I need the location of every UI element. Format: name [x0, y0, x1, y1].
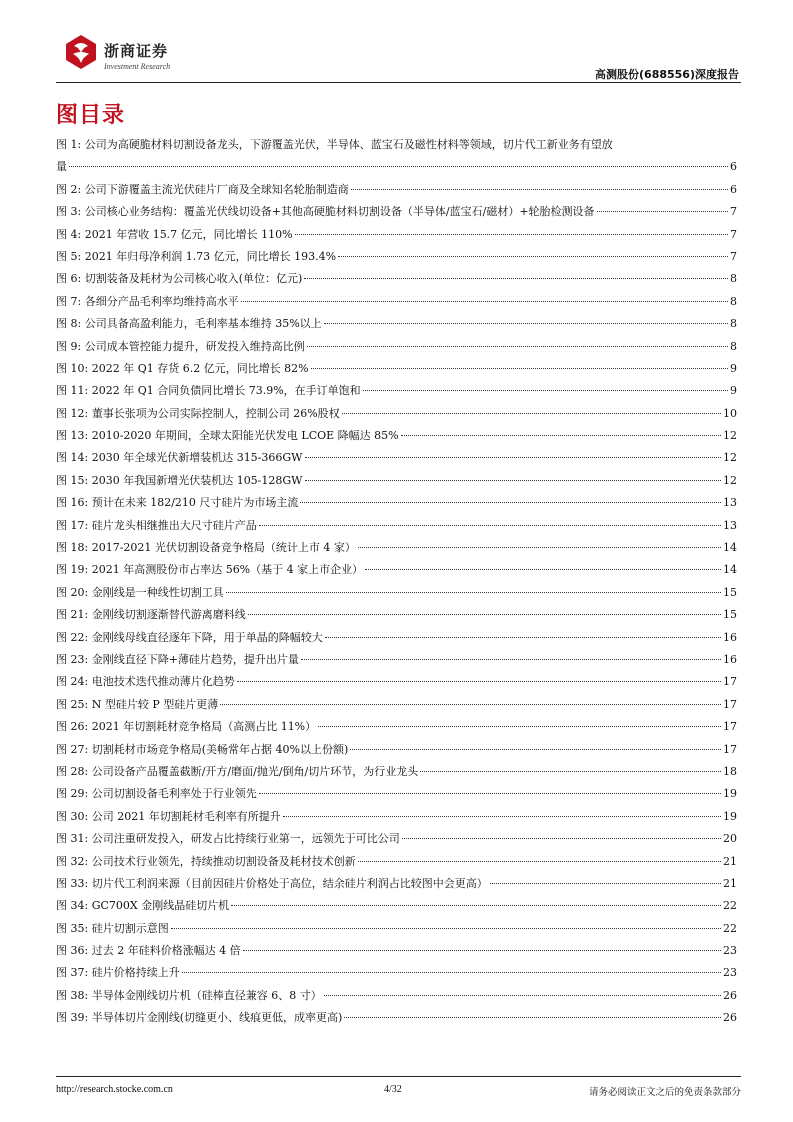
dot-leader [295, 234, 728, 235]
page-header [56, 30, 741, 82]
figure-index-entry[interactable] [56, 830, 737, 852]
figure-index-entry[interactable] [56, 248, 737, 270]
entry-page-number: 9 [730, 361, 737, 375]
dot-leader [241, 301, 728, 302]
dot-leader [171, 928, 721, 929]
header-divider [56, 82, 741, 83]
entry-label: 图 11: [56, 384, 89, 398]
entry-page-number: 22 [723, 899, 737, 913]
entry-label: 图 39: [56, 1011, 89, 1025]
entry-page-number: 23 [723, 944, 737, 958]
entry-title: 2021 年归母净利润 1.73 亿元，同比增长 193.4% [84, 249, 337, 263]
entry-page-number: 7 [730, 227, 737, 241]
entry-label: 图 20: [56, 585, 89, 599]
entry-page-number: 8 [730, 339, 737, 353]
entry-title: 过去 2 年硅料价格涨幅达 4 倍 [91, 944, 241, 958]
dot-leader [324, 995, 721, 996]
figure-index-entry[interactable] [56, 629, 737, 651]
dot-leader [342, 413, 721, 414]
entry-page-number: 17 [723, 675, 737, 689]
entry-page-number: 17 [723, 697, 737, 711]
entry-page-number: 26 [723, 988, 737, 1002]
entry-title: 2030 年我国新增光伏装机达 105-128GW [91, 473, 303, 487]
entry-page-number: 17 [723, 720, 737, 734]
entry-page-number: 19 [723, 787, 737, 801]
dot-leader [338, 256, 728, 257]
entry-page-number: 23 [723, 966, 737, 980]
figure-index-list [56, 136, 737, 1032]
entry-page-number: 10 [723, 406, 737, 420]
entry-page-number: 6 [730, 160, 737, 174]
entry-label: 图 21: [56, 608, 89, 622]
dot-leader [402, 838, 721, 839]
entry-label: 图 33: [56, 876, 89, 890]
figure-index-entry[interactable] [56, 875, 737, 897]
dot-leader [307, 346, 728, 347]
dot-leader [220, 704, 721, 705]
entry-page-number: 8 [730, 294, 737, 308]
dot-leader [300, 502, 721, 503]
entry-label: 图 30: [56, 809, 89, 823]
entry-title: 公司 2021 年切割耗材毛利率有所提升 [91, 809, 281, 823]
dot-leader [363, 390, 728, 391]
entry-title: 2030 年全球光伏新增装机达 315-366GW [91, 451, 303, 465]
entry-title: 2010-2020 年期间，全球太阳能光伏发电 LCOE 降幅达 85% [91, 429, 399, 443]
entry-title: 董事长张项为公司实际控制人，控制公司 26%股权 [91, 406, 340, 420]
entry-title: 金刚线切割逐渐替代游离磨料线 [91, 608, 246, 622]
figure-index-entry[interactable] [56, 405, 737, 427]
entry-page-number: 13 [723, 518, 737, 532]
entry-label: 图 28: [56, 764, 89, 778]
entry-title: 各细分产品毛利率均维持高水平 [84, 294, 239, 308]
entry-title: 半导体金刚线切片机（硅棒直径兼容 6、8 寸） [91, 988, 322, 1002]
figure-index-entry[interactable] [56, 561, 737, 583]
figure-index-entry[interactable] [56, 472, 737, 494]
entry-page-number: 17 [723, 742, 737, 756]
entry-page-number: 12 [723, 473, 737, 487]
footer-url[interactable]: http://research.stocke.com.cn [56, 1084, 173, 1095]
entry-page-number: 12 [723, 429, 737, 443]
figure-index-entry[interactable] [56, 203, 737, 225]
figure-index-entry[interactable] [56, 651, 737, 673]
entry-page-number: 15 [723, 585, 737, 599]
entry-label: 图 32: [56, 854, 89, 868]
figure-index-entry[interactable] [56, 741, 737, 763]
entry-label: 图 14: [56, 451, 89, 465]
entry-page-number: 20 [723, 832, 737, 846]
figure-index-entry[interactable] [56, 360, 737, 382]
dot-leader [325, 637, 721, 638]
dot-leader [301, 659, 721, 660]
dot-leader [182, 972, 721, 973]
entry-page-number: 7 [730, 249, 737, 263]
dot-leader [248, 614, 721, 615]
figure-index-entry[interactable] [56, 517, 737, 539]
entry-label: 图 15: [56, 473, 89, 487]
dot-leader [365, 569, 721, 570]
entry-label: 图 29: [56, 787, 89, 801]
entry-title: 半导体切片金刚线(切缝更小、线痕更低，成率更高) [91, 1011, 343, 1025]
dot-leader [597, 211, 728, 212]
entry-label: 图 4: [56, 227, 82, 241]
dot-leader [344, 1017, 721, 1018]
entry-label: 图 17: [56, 518, 89, 532]
footer-disclaimer: 请务必阅读正文之后的免责条款部分 [588, 1087, 741, 1098]
entry-page-number: 26 [723, 1011, 737, 1025]
entry-title: 2022 年 Q1 存货 6.2 亿元，同比增长 82% [91, 361, 309, 375]
figure-index-entry[interactable] [56, 315, 737, 337]
page-number: 4/32 [384, 1084, 402, 1095]
dot-leader [283, 816, 721, 817]
figure-index-entry[interactable] [56, 673, 737, 695]
entry-title: GC700X 金刚线晶硅切片机 [91, 899, 230, 913]
figure-index-entry[interactable] [56, 897, 737, 919]
entry-page-number: 14 [723, 563, 737, 577]
dot-leader [358, 861, 721, 862]
entry-label: 图 38: [56, 988, 89, 1002]
dot-leader [237, 681, 721, 682]
entry-label: 图 5: [56, 249, 82, 263]
figure-index-entry[interactable] [56, 382, 737, 404]
entry-page-number: 16 [723, 652, 737, 666]
figure-index-entry[interactable] [56, 136, 737, 181]
entry-label: 图 12: [56, 406, 89, 420]
entry-title: 切片代工利润来源（目前因硅片价格处于高位，结余硅片利润占比较图中会更高） [91, 876, 488, 890]
dot-leader [311, 368, 728, 369]
entry-label: 图 13: [56, 429, 89, 443]
entry-label: 图 37: [56, 966, 89, 980]
entry-title: 公司为高硬脆材料切割设备龙头，下游覆盖光伏，半导体、蓝宝石及磁性材料等领域，切片代工新业务有望放 [84, 138, 613, 151]
entry-title: 公司切割设备毛利率处于行业领先 [91, 787, 257, 801]
figure-index-entry[interactable] [56, 338, 737, 360]
entry-label: 图 35: [56, 921, 89, 935]
entry-label: 图 27: [56, 742, 89, 756]
entry-page-number: 7 [730, 205, 737, 219]
entry-title: 金刚线母线直径逐年下降，用于单晶的降幅较大 [91, 630, 323, 644]
entry-label: 图 18: [56, 541, 89, 555]
figure-index-entry[interactable] [56, 181, 737, 203]
entry-page-number: 9 [730, 384, 737, 398]
entry-page-number: 14 [723, 541, 737, 555]
entry-title: 公司核心业务结构：覆盖光伏线切设备+其他高硬脆材料切割设备（半导体/蓝宝石/磁材）+轮胎检测设备 [84, 205, 595, 219]
entry-title: 切割装备及耗材为公司核心收入(单位：亿元) [84, 272, 303, 286]
figure-index-entry[interactable] [56, 987, 737, 1009]
figure-index-entry[interactable] [56, 584, 737, 606]
entry-label: 图 16: [56, 496, 89, 510]
figure-index-entry[interactable] [56, 808, 737, 830]
entry-label: 图 7: [56, 294, 82, 308]
figure-index-entry[interactable] [56, 427, 737, 449]
entry-label: 图 25: [56, 697, 89, 711]
entry-title: 金刚线是一种线性切割工具 [91, 585, 224, 599]
figure-index-entry[interactable] [56, 270, 737, 292]
entry-page-number: 22 [723, 921, 737, 935]
dot-leader [305, 480, 722, 481]
figure-index-entry[interactable] [56, 853, 737, 875]
entry-page-number: 6 [730, 182, 737, 196]
entry-label: 图 1: [56, 138, 82, 151]
figure-index-entry[interactable] [56, 763, 737, 785]
entry-label: 图 6: [56, 272, 82, 286]
entry-label: 图 24: [56, 675, 89, 689]
entry-title: 公司技术行业领先，持续推动切割设备及耗材技术创新 [91, 854, 356, 868]
entry-title: 2022 年 Q1 合同负债同比增长 73.9%，在手订单饱和 [91, 384, 361, 398]
dot-leader [490, 883, 721, 884]
entry-title: 公司成本管控能力提升，研发投入维持高比例 [84, 339, 305, 353]
figure-index-entry[interactable] [56, 696, 737, 718]
logo-icon [64, 34, 98, 70]
dot-leader [231, 905, 721, 906]
figure-index-entry[interactable] [56, 606, 737, 628]
entry-title: 金刚线直径下降+薄硅片趋势，提升出片量 [91, 652, 299, 666]
entry-title: 公司设备产品覆盖截断/开方/磨面/抛光/倒角/切片环节，为行业龙头 [91, 764, 419, 778]
entry-title: 硅片龙头相继推出大尺寸硅片产品 [91, 518, 257, 532]
entry-label: 图 9: [56, 339, 82, 353]
entry-page-number: 16 [723, 630, 737, 644]
entry-label: 图 10: [56, 361, 89, 375]
entry-label: 图 2: [56, 182, 82, 196]
entry-label: 图 22: [56, 630, 89, 644]
entry-label: 图 34: [56, 899, 89, 913]
entry-label: 图 3: [56, 205, 82, 219]
figure-index-entry[interactable] [56, 1009, 737, 1031]
entry-title: N 型硅片较 P 型硅片更薄 [91, 697, 219, 711]
entry-title: 预计在未来 182/210 尺寸硅片为市场主流 [91, 496, 299, 510]
figure-index-entry[interactable] [56, 785, 737, 807]
figure-index-entry[interactable] [56, 920, 737, 942]
dot-leader [324, 323, 728, 324]
entry-title: 硅片价格持续上升 [91, 966, 180, 980]
footer-divider [56, 1076, 741, 1077]
entry-label: 图 31: [56, 832, 89, 846]
entry-page-number: 21 [723, 876, 737, 890]
dot-leader [351, 189, 728, 190]
logo-text: 浙商证券 [104, 42, 169, 60]
entry-title: 硅片切割示意图 [91, 921, 169, 935]
entry-page-number: 13 [723, 496, 737, 510]
entry-title: 2021 年切割耗材竞争格局（高测占比 11%） [91, 720, 317, 734]
entry-page-number: 19 [723, 809, 737, 823]
entry-label: 图 26: [56, 720, 89, 734]
dot-leader [243, 950, 721, 951]
figure-index-entry[interactable] [56, 942, 737, 964]
figure-index-entry[interactable] [56, 449, 737, 471]
dot-leader [226, 592, 721, 593]
entry-label: 图 8: [56, 317, 82, 331]
entry-title: 2017-2021 光伏切割设备竞争格局（统计上市 4 家） [91, 541, 356, 555]
entry-title: 公司注重研发投入，研发占比持续行业第一，远领先于可比公司 [91, 832, 400, 846]
entry-title: 电池技术迭代推动薄片化趋势 [91, 675, 235, 689]
dot-leader [350, 749, 721, 750]
entry-title: 公司具备高盈利能力，毛利率基本维持 35%以上 [84, 317, 322, 331]
entry-page-number: 8 [730, 317, 737, 331]
dot-leader [401, 435, 721, 436]
dot-leader [358, 547, 721, 548]
entry-page-number: 8 [730, 272, 737, 286]
figure-index-entry[interactable] [56, 293, 737, 315]
figure-index-entry[interactable] [56, 494, 737, 516]
entry-title-continued: 量 [56, 160, 67, 174]
figure-index-entry[interactable] [56, 718, 737, 740]
dot-leader [420, 771, 721, 772]
entry-page-number: 18 [723, 764, 737, 778]
figure-index-entry[interactable] [56, 226, 737, 248]
figure-index-entry[interactable] [56, 964, 737, 986]
entry-page-number: 21 [723, 854, 737, 868]
logo-subtitle: Investment Research [104, 62, 171, 71]
dot-leader [304, 278, 728, 279]
entry-label: 图 19: [56, 563, 89, 577]
entry-title: 公司下游覆盖主流光伏硅片厂商及全球知名轮胎制造商 [84, 182, 349, 196]
dot-leader [318, 726, 721, 727]
entry-label: 图 36: [56, 944, 89, 958]
report-title: 高测股份(688556)深度报告 [595, 68, 739, 81]
entry-title: 2021 年高测股份市占率达 56%（基于 4 家上市企业） [91, 563, 364, 577]
entry-page-number: 12 [723, 451, 737, 465]
dot-leader [69, 166, 728, 167]
entry-title: 2021 年营收 15.7 亿元，同比增长 110% [84, 227, 293, 241]
figure-index-heading: 图目录 [56, 103, 126, 128]
figure-index-entry[interactable] [56, 539, 737, 561]
entry-page-number: 15 [723, 608, 737, 622]
dot-leader [259, 525, 721, 526]
entry-title: 切割耗材市场竞争格局(美畅常年占据 40%以上份额) [91, 742, 349, 756]
dot-leader [259, 793, 721, 794]
entry-label: 图 23: [56, 652, 89, 666]
dot-leader [305, 457, 722, 458]
